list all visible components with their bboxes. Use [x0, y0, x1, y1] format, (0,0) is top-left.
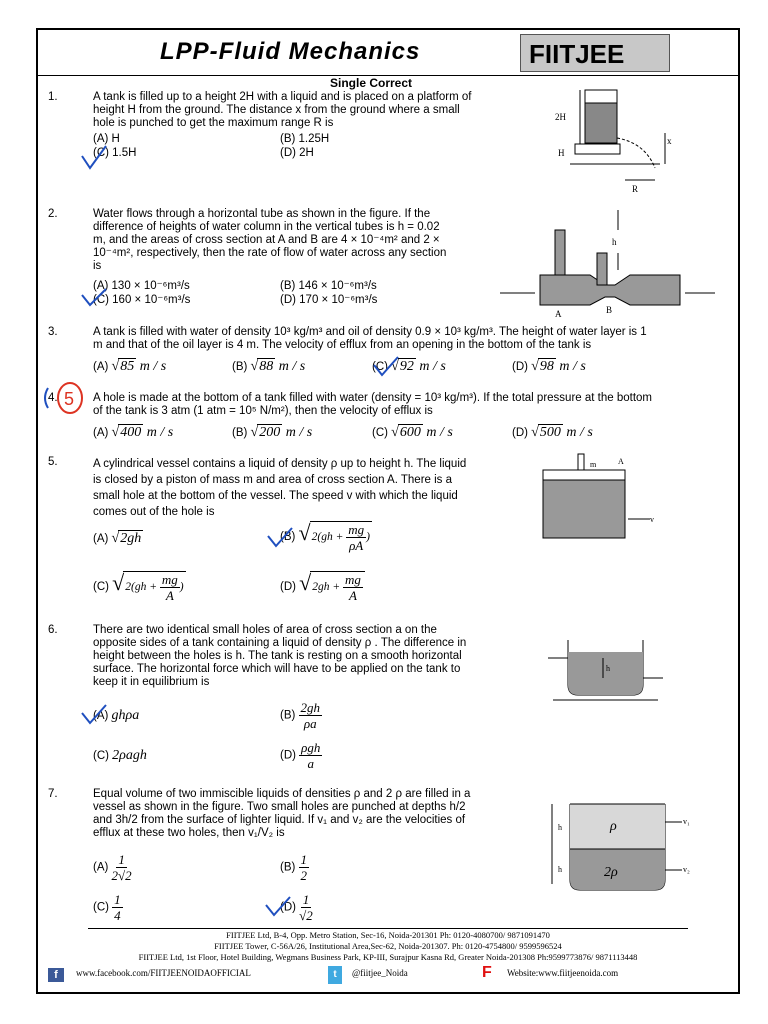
label-h: h	[558, 823, 562, 832]
question-4-text	[93, 392, 733, 418]
text-line: of the tank is 3 atm (1 atm = 10⁵ N/m²), then the velocity of efflux is	[93, 405, 433, 417]
option-d[interactable]: (D) $\frac{1}{√2}$	[280, 892, 313, 923]
label-b: B	[606, 305, 613, 315]
label-v2: v₂	[683, 865, 690, 874]
text-line: m, and the areas of cross section at A and B are 4 × 10⁻⁴m² and 2 ×	[93, 234, 440, 246]
text-line: difference of heights of water column in the vertical tubes is h = 0.02	[93, 221, 440, 233]
text-line: A hole is made at the bottom of a tank filled with water (density = 10³ kg/m³). If the total pressure at the bottom	[93, 392, 652, 404]
option-a[interactable]: (A) ghρa	[93, 708, 140, 723]
label-a: A	[618, 457, 624, 466]
question-3-text	[93, 326, 733, 352]
label-h: h	[606, 664, 610, 673]
fiitjee-logo-icon: F	[482, 964, 492, 981]
label-x: x	[667, 136, 672, 146]
option-d[interactable]: (D) 2H	[280, 147, 314, 159]
text-line: opposite sides of a tank containing a liquid of density ρ . The difference in	[93, 637, 467, 649]
question-6-text	[93, 624, 528, 689]
facebook-link[interactable]: www.facebook.com/FIITJEENOIDAOFFICIAL	[76, 968, 251, 978]
section-heading: Single Correct	[330, 76, 413, 90]
option-label: (B)	[280, 861, 296, 874]
footer-line: FIITJEE Tower, C-56A/26, Institutional Area,Sec-62, Noida-201307. Ph: 0120-4754800/ 9599596524	[214, 941, 562, 951]
label-h: h	[558, 865, 562, 874]
option-b[interactable]: (B) √200 m / s	[232, 425, 313, 440]
figure-tank-two-holes	[548, 630, 668, 705]
footer-line: FIITJEE Ltd, B-4, Opp. Metro Station, Sec-16, Noida-201301 Ph: 0120-4080700/ 9871091470	[226, 930, 550, 940]
option-label: (A)	[93, 427, 109, 439]
question-number: 2.	[48, 208, 58, 220]
twitter-handle[interactable]: @fiitjee_Noida	[352, 968, 408, 978]
text-line: Water flows through a horizontal tube as shown in the figure. If the	[93, 208, 431, 220]
label-v: v	[650, 515, 654, 524]
option-d[interactable]: (D) 170 × 10⁻⁶m³/s	[280, 294, 378, 306]
option-c[interactable]: (C) √2(gh + $\frac{mg}{A}$ )	[93, 570, 184, 603]
option-label: (A)	[93, 533, 109, 545]
option-a[interactable]: (A) √85 m / s	[93, 359, 167, 374]
question-number: 3.	[48, 326, 58, 338]
question-2-text	[93, 208, 493, 273]
label-h: H	[558, 148, 565, 158]
option-c[interactable]: (C) √600 m / s	[372, 425, 453, 440]
text-line: hole is punched to get the maximum range R is	[93, 117, 334, 129]
text-line: small hole at the bottom of the vessel. The speed v with which the liquid	[93, 490, 458, 502]
option-label: (D)	[512, 427, 528, 439]
label-2rho: 2ρ	[604, 865, 618, 880]
option-label: (B)	[280, 531, 296, 543]
text-line: and 3h/2 from the surface of lighter liquid. If v₁ and v₂ are the velocities of	[93, 814, 466, 826]
text-line: efflux at these two holes, then v₁/V₂ is	[93, 827, 285, 839]
option-label: (C)	[93, 581, 109, 593]
unit: m / s	[278, 359, 306, 374]
option-a[interactable]: (A) H	[93, 133, 120, 145]
text-line: is closed by a piston of mass m and area of cross section A. There is a	[93, 474, 453, 486]
option-label: (D)	[512, 361, 528, 373]
option-b[interactable]: (B) $\frac{1}{2}$	[280, 852, 308, 883]
unit: m / s	[139, 359, 167, 374]
text-line: A tank is filled up to a height 2H with a liquid and is placed on a platform of	[93, 91, 472, 103]
text-line: Equal volume of two immiscible liquids of densities ρ and 2 ρ are filled in a	[93, 788, 471, 800]
question-number: 5.	[48, 456, 58, 468]
question-number: 1.	[48, 91, 58, 103]
option-value: 88	[259, 359, 274, 374]
text-line: 10⁻⁴m², respectively, then the rate of flow of water across any section	[93, 247, 447, 259]
figure-tank-platform	[550, 88, 680, 198]
option-label: (D)	[280, 581, 296, 593]
option-c[interactable]: (C) 1.5H	[93, 147, 137, 159]
check-mark-icon	[80, 287, 110, 307]
option-label: (B)	[280, 709, 296, 722]
option-label: (A)	[93, 861, 109, 874]
unit: m / s	[426, 425, 453, 440]
option-value: 85	[120, 359, 135, 374]
option-c[interactable]: (C) $\frac{1}{4}$	[93, 892, 121, 923]
text-line: height H from the ground. The distance x from the ground where a small	[93, 104, 460, 116]
check-mark-icon	[266, 526, 296, 548]
option-a[interactable]: (A) √2gh	[93, 531, 142, 546]
option-c[interactable]: (C) 160 × 10⁻⁶m³/s	[93, 294, 191, 306]
option-value: 92	[399, 359, 414, 374]
option-value: 600	[399, 425, 421, 440]
option-d[interactable]: (D) √500 m / s	[512, 425, 593, 440]
option-a[interactable]: (A) 130 × 10⁻⁶m³/s	[93, 280, 190, 292]
facebook-icon[interactable]: f	[48, 968, 64, 982]
option-b[interactable]: (B) $\frac{2gh}{\rho a}$	[280, 700, 321, 731]
label-h: h	[612, 237, 617, 247]
footer-addresses	[36, 930, 740, 963]
option-value: 98	[539, 359, 554, 374]
footer-divider	[88, 928, 688, 929]
label-v1: v₁	[683, 817, 690, 826]
option-value: 200	[259, 425, 281, 440]
question-5-text	[93, 456, 528, 520]
option-b[interactable]: (B) √88 m / s	[232, 359, 306, 374]
label-a: A	[555, 309, 562, 319]
option-a[interactable]: (A) √400 m / s	[93, 425, 174, 440]
question-7-text	[93, 788, 528, 840]
option-b[interactable]: (B) 146 × 10⁻⁶m³/s	[280, 280, 377, 292]
label-rho: ρ	[610, 819, 617, 834]
check-mark-icon	[264, 895, 294, 917]
text-line: comes out of the hole is	[93, 506, 215, 518]
text-line: A cylindrical vessel contains a liquid of density ρ up to height h. The liquid	[93, 458, 467, 470]
option-label: (D)	[280, 749, 296, 762]
option-label: (D)	[280, 901, 296, 914]
figure-two-liquids	[540, 800, 700, 895]
unit: m / s	[285, 425, 313, 440]
option-b[interactable]: (B) 1.25H	[280, 133, 330, 145]
option-d[interactable]: (D) √98 m / s	[512, 359, 586, 374]
text-line: is	[93, 260, 102, 272]
figure-piston-vessel	[540, 452, 660, 542]
check-mark-icon	[80, 142, 110, 172]
option-d[interactable]: (D) √2gh + $\frac{mg}{A}$	[280, 570, 365, 603]
option-label: (C)	[93, 750, 109, 762]
text-line: keep it in equilibrium is	[93, 676, 210, 688]
annotation-mark: 5	[64, 389, 75, 409]
option-b[interactable]: (B) √2(gh + $\frac{mg}{\rho A}$ )	[280, 520, 370, 553]
option-label: (A)	[93, 361, 109, 373]
label-2h: 2H	[555, 112, 566, 122]
question-number: 4.	[48, 392, 58, 404]
unit: m / s	[419, 359, 446, 374]
question-number: 7.	[48, 788, 58, 800]
annotation-circle-icon	[40, 382, 90, 416]
option-label: (A)	[93, 710, 109, 722]
website-link[interactable]: Website:www.fiitjeenoida.com	[507, 968, 619, 978]
option-value: 500	[539, 425, 561, 440]
question-1-text	[93, 91, 533, 130]
text-line: height between the holes is h. The tank is resting on a smooth horizontal	[93, 650, 462, 662]
option-label: (B)	[232, 427, 248, 439]
text-line: There are two identical small holes of area of cross section a on the	[93, 624, 437, 636]
option-c[interactable]: (C) 2ρagh	[93, 748, 147, 763]
option-label: (C)	[372, 427, 388, 439]
option-label: (C)	[372, 361, 388, 373]
question-number: 6.	[48, 624, 58, 636]
brand-logo: FIITJEE	[520, 34, 670, 72]
footer-line: FIITJEE Ltd, 1st Floor, Hotel Building, Wegmans Business Park, KP-III, Surajpur Kasna Rd, Greater Noida-201308 Ph:9599773876/ 9871113448	[138, 952, 638, 962]
check-mark-icon	[80, 703, 110, 725]
option-c[interactable]: (C) √92 m / s	[372, 359, 446, 374]
unit: m / s	[559, 359, 586, 374]
option-a[interactable]: (A) $\frac{1}{2√2}$	[93, 852, 132, 883]
label-r: R	[632, 184, 639, 194]
option-d[interactable]: (D) $\frac{\text{ρgh}}{a}$	[280, 740, 321, 771]
text-line: m and that of the oil layer is 4 m. The velocity of efflux from an opening in the bottom of the tank is	[93, 339, 592, 351]
option-label: (B)	[232, 361, 248, 373]
twitter-icon[interactable]: t	[328, 966, 342, 984]
text-line: A tank is filled with water of density 10³ kg/m³ and oil of density 0.9 × 10³ kg/m³. The height of water layer is 1	[93, 326, 647, 338]
label-m: m	[590, 460, 597, 469]
option-label: (C)	[93, 901, 109, 914]
text-line: vessel as shown in the figure. Two small holes are punched at depths h/2	[93, 801, 466, 813]
figure-venturi-tube	[500, 205, 720, 320]
check-mark-icon	[372, 355, 402, 377]
unit: m / s	[146, 425, 174, 440]
option-value: 400	[120, 425, 142, 440]
unit: m / s	[566, 425, 593, 440]
page-title: LPP-Fluid Mechanics	[160, 38, 421, 65]
text-line: surface. The horizontal force which will have to be applied on the tank to	[93, 663, 461, 675]
